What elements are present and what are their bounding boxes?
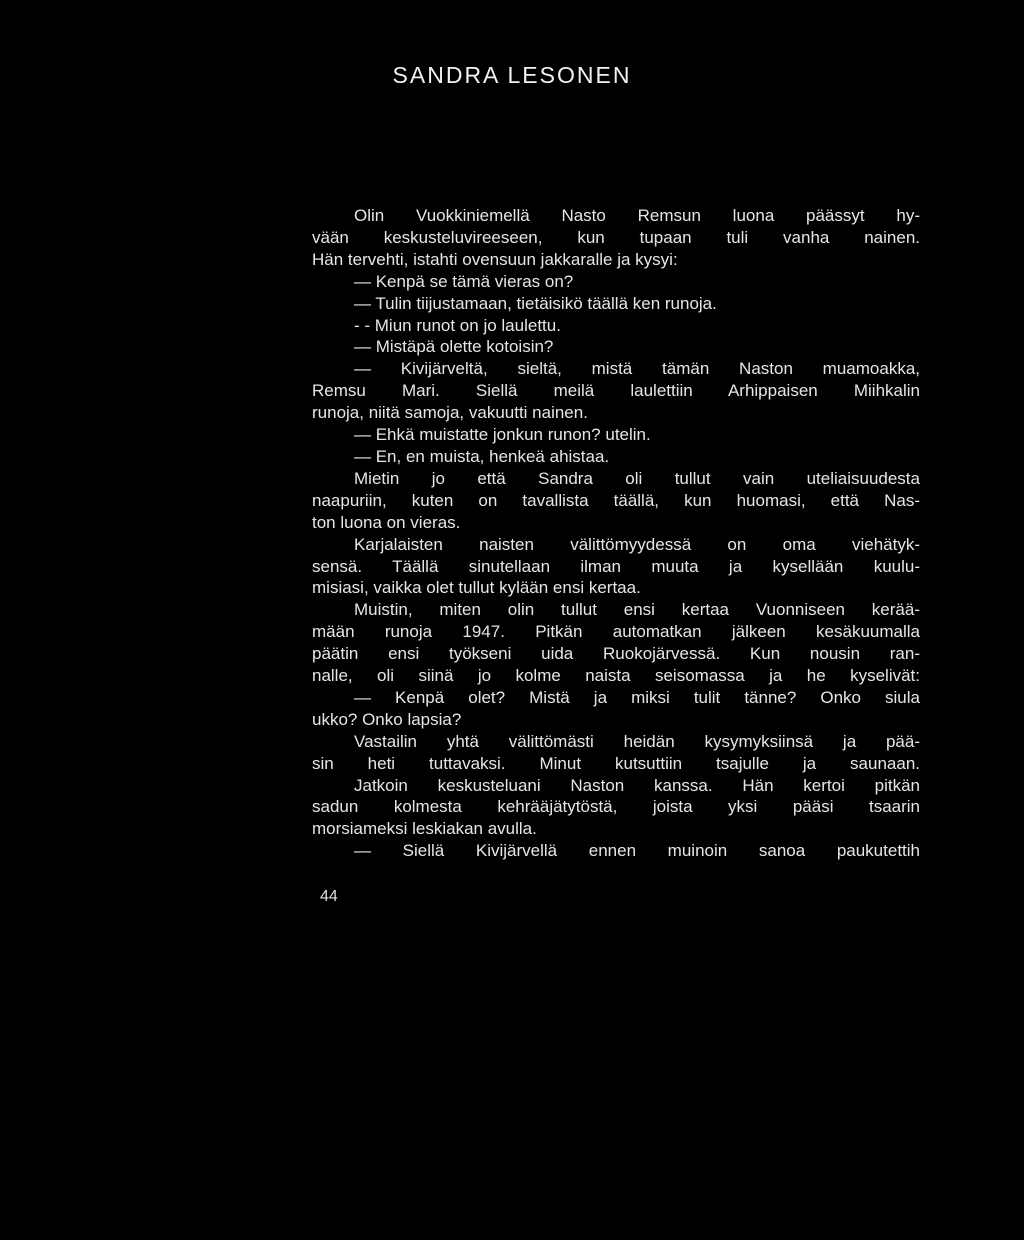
body-text [312, 205, 920, 862]
text-line: — Kenpä olet? Mistä ja miksi tulit tänne? Onko siula [354, 687, 920, 707]
text-line: vään keskusteluvireeseen, kun tupaan tuli vanha nainen. [312, 227, 920, 247]
text-line: sensä. Täällä sinutellaan ilman muuta ja kysellään kuulu- [312, 556, 920, 576]
text-line: morsiameksi leskiakan avulla. [312, 819, 537, 839]
text-line: — Kivijärveltä, sieltä, mistä tämän Naston muamoakka, [354, 359, 920, 379]
text-line: sadun kolmesta kehrääjätytöstä, joista yksi pääsi tsaarin [312, 797, 920, 817]
text-line: — En, en muista, henkeä ahistaa. [354, 446, 610, 466]
text-line: — Mistäpä olette kotoisin? [354, 337, 554, 357]
text-line: Mietin jo että Sandra oli tullut vain uteliaisuudesta [354, 468, 920, 488]
text-line: mään runoja 1947. Pitkän automatkan jälkeen kesäkuumalla [312, 622, 920, 642]
text-line: — Tulin tiijustamaan, tietäisikö täällä ken runoja. [354, 293, 717, 313]
text-line: Olin Vuokkiniemellä Nasto Remsun luona päässyt hy- [354, 206, 920, 225]
text-line: Vastailin yhtä välittömästi heidän kysymyksiinsä ja pää- [354, 731, 920, 751]
text-line: ton luona on vieras. [312, 512, 461, 532]
text-line: Remsu Mari. Siellä meilä laulettiin Arhippaisen Miihkalin [312, 381, 920, 401]
text-line: Karjalaisten naisten välittömyydessä on oma viehätyk- [354, 534, 920, 554]
text-line: - - Miun runot on jo laulettu. [354, 315, 561, 335]
text-line: — Kenpä se tämä vieras on? [354, 271, 574, 291]
text-line: runoja, niitä samoja, vakuutti nainen. [312, 403, 588, 423]
text-line: Jatkoin keskusteluani Naston kanssa. Hän kertoi pitkän [354, 775, 920, 795]
text-line: nalle, oli siinä jo kolme naista seisomassa ja he kyselivät: [312, 666, 920, 686]
page-number: 44 [320, 888, 338, 905]
text-line: misiasi, vaikka olet tullut kylään ensi kertaa. [312, 578, 641, 598]
text-line: ukko? Onko lapsia? [312, 709, 462, 729]
text-line: Muistin, miten olin tullut ensi kertaa Vuonniseen kerää- [354, 600, 920, 620]
text-line: päätin ensi työkseni uida Ruokojärvessä. Kun nousin ran- [312, 644, 920, 664]
text-line: Hän tervehti, istahti ovensuun jakkaralle ja kysyi: [312, 249, 678, 269]
page-title: SANDRA LESONEN [392, 62, 632, 88]
text-line: — Siellä Kivijärvellä ennen muinoin sanoa paukutettih [354, 841, 920, 861]
text-line: naapuriin, kuten on tavallista täällä, kun huomasi, että Nas- [312, 490, 920, 510]
text-line: sin heti tuttavaksi. Minut kutsuttiin tsajulle ja saunaan. [312, 753, 920, 773]
text-line: — Ehkä muistatte jonkun runon? utelin. [354, 425, 651, 445]
